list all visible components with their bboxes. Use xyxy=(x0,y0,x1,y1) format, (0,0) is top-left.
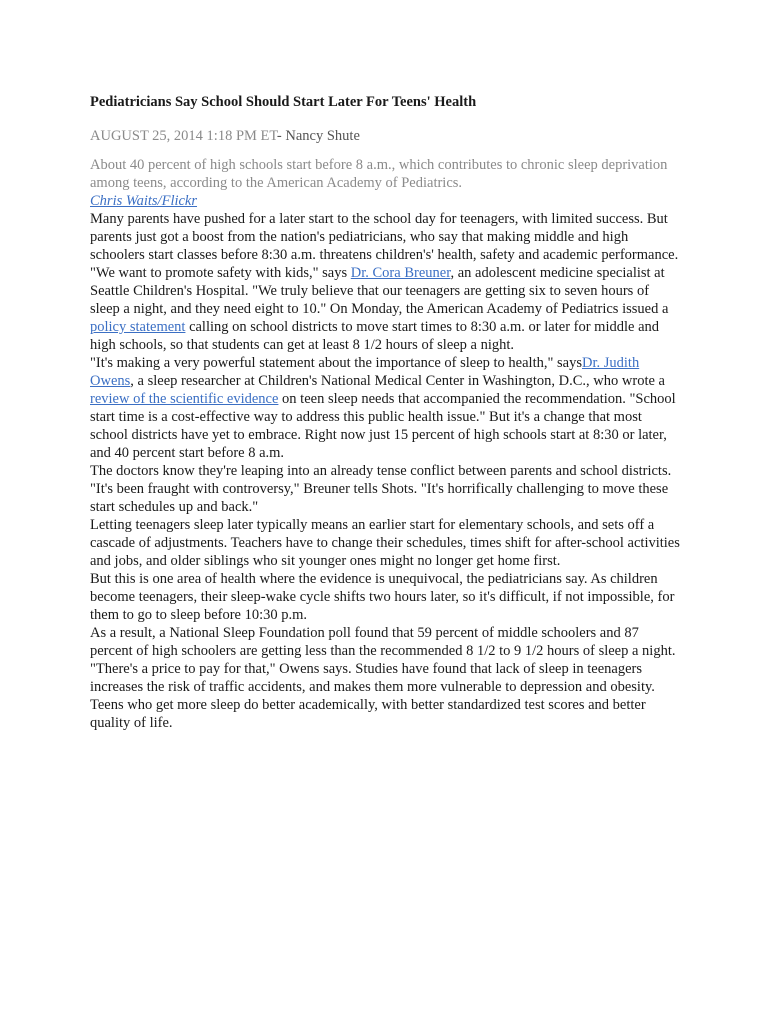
author-prefix: - xyxy=(276,128,286,144)
p3-text-a: "It's making a very powerful statement about the importance of sleep to health," says xyxy=(90,355,583,371)
article-author: Nancy Shute xyxy=(285,128,360,144)
article-body xyxy=(90,93,680,732)
paragraph-7: As a result, a National Sleep Foundation poll found that 59 percent of middle schoolers and 87 percent of high schoolers are getting less than the recommended 8 1/2 to 9 1/2 hours of sleep a night. xyxy=(90,625,676,659)
paragraph-4: The doctors know they're leaping into an already tense conflict between parents and school districts. "It's been fraught with controversy," Breuner tells Shots. "It's horrifically challenging to move these start schedules up and back." xyxy=(90,463,672,515)
paragraph-3 xyxy=(90,354,680,462)
p2-text-a: "We want to promote safety with kids," says xyxy=(90,265,351,281)
article-title: Pediatricians Say School Should Start Later For Teens' Health xyxy=(90,94,477,110)
paragraph-1: Many parents have pushed for a later start to the school day for teenagers, with limited success. But parents just got a boost from the nation's pediatricians, who say that making middle and high schoolers start classes before 8:30 a.m. threatens children's' health, safety and academic performance. xyxy=(90,211,679,263)
photo-caption xyxy=(90,156,680,210)
photo-credit-link[interactable]: Chris Waits/Flickr xyxy=(90,193,198,209)
p3-text-b: , a sleep researcher at Children's National Medical Center in Washington, D.C., who wrote a xyxy=(130,373,665,389)
article-date: AUGUST 25, 2014 1:18 PM ET xyxy=(90,128,277,144)
paragraph-2 xyxy=(90,264,680,354)
p3-text-c: on teen sleep needs that accompanied the recommendation. "School start time is a cost-effective way to address this public health issue." But it's a change that most school districts have yet to embrace. Right now just 15 percent of high schools start at 8:30 or later, and 40 percent start before 8 a.m. xyxy=(90,391,676,461)
p2-text-b: , an adolescent medicine specialist at Seattle Children's Hospital. "We truly believe that our teenagers are getting six to seven hours of sleep a night, and they need eight to 10." On Monday, the American Academy of Pediatrics issued a xyxy=(90,265,669,317)
paragraph-5: Letting teenagers sleep later typically means an earlier start for elementary schools, and sets off a cascade of adjustments. Teachers have to change their schedules, times shift for after-school activities and jobs, and older siblings who sit younger ones might no longer get home first. xyxy=(90,517,680,569)
judith-owens-link[interactable]: Dr. Judith Owens xyxy=(90,355,640,389)
scientific-evidence-link[interactable]: review of the scientific evidence xyxy=(90,391,279,407)
cora-breuner-link[interactable]: Dr. Cora Breuner xyxy=(350,265,451,281)
paragraph-6: But this is one area of health where the evidence is unequivocal, the pediatricians say. As children become teenagers, their sleep-wake cycle shifts two hours later, so it's difficult, if not impossible, for them to go to sleep before 10:30 p.m. xyxy=(90,571,675,623)
policy-statement-link[interactable]: policy statement xyxy=(90,319,186,335)
byline xyxy=(90,127,680,145)
p2-text-c: calling on school districts to move start times to 8:30 a.m. or later for middle and high schools, so that students can get at least 8 1/2 hours of sleep a night. xyxy=(90,319,660,353)
paragraph-8: "There's a price to pay for that," Owens says. Studies have found that lack of sleep in teenagers increases the risk of traffic accidents, and makes them more vulnerable to depression and obesity. Teens who get more sleep do better academically, with better standardized test scores and better quality of life. xyxy=(90,661,655,731)
caption-text: About 40 percent of high schools start before 8 a.m., which contributes to chronic sleep deprivation among teens, according to the American Academy of Pediatrics. xyxy=(90,157,668,191)
